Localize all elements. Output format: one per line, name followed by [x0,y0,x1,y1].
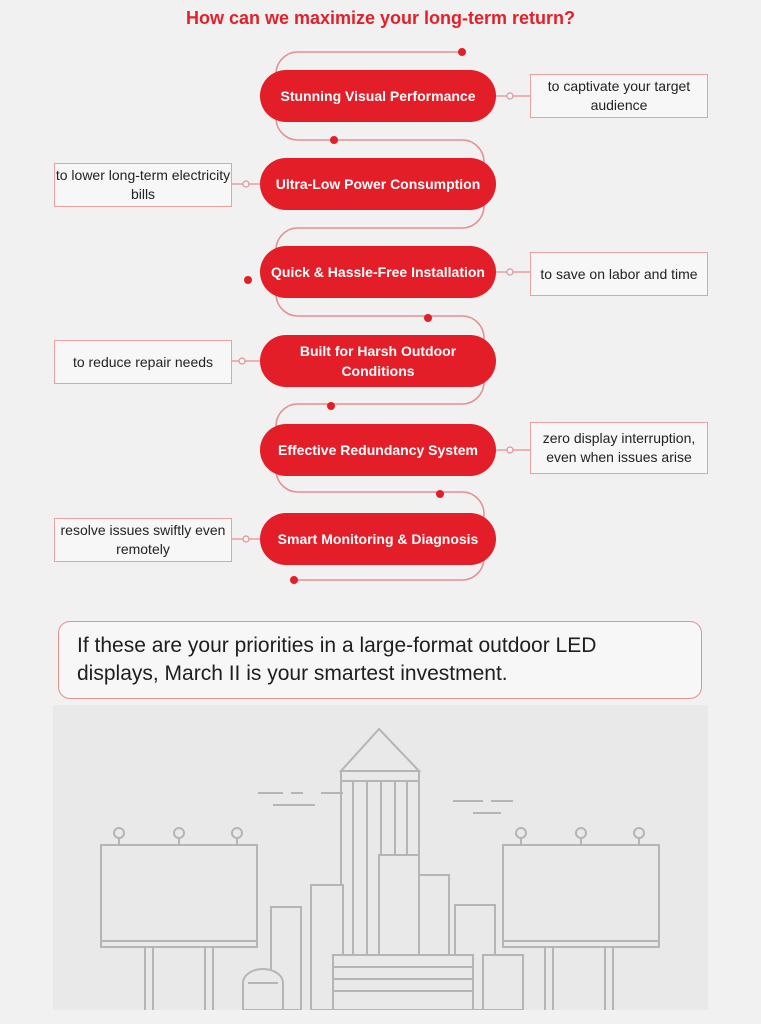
connector-dot [239,358,245,364]
benefit-note: to lower long-term electricity bills [54,163,232,207]
connector-dot [243,181,249,187]
step-pill-redundancy: Effective Redundancy System [260,424,496,476]
benefit-note: resolve issues swiftly even remotely [54,518,232,562]
step-pill-harsh-conditions: Built for Harsh Outdoor Conditions [260,335,496,387]
step-pill-power-consumption: Ultra-Low Power Consumption [260,158,496,210]
billboard-right-icon [503,828,659,1010]
connector-dot [507,93,513,99]
path-dot [330,136,338,144]
path-dot [458,48,466,56]
path-dot [290,576,298,584]
step-pill-visual-performance: Stunning Visual Performance [260,70,496,122]
priority-callout: If these are your priorities in a large-format outdoor LED displays, March II is your smartest investment. [58,621,702,699]
billboard-left-icon [101,828,257,1010]
connector-dot [243,536,249,542]
page-title: How can we maximize your long-term return? [185,8,576,28]
path-dot [244,276,252,284]
connector-dot [507,447,513,453]
step-pill-installation: Quick & Hassle-Free Installation [260,246,496,298]
benefit-note: to captivate your target audience [530,74,708,118]
benefit-note: zero display interruption, even when issues arise [530,422,708,474]
path-dot [327,402,335,410]
step-pill-monitoring: Smart Monitoring & Diagnosis [260,513,496,565]
path-dot [424,314,432,322]
benefit-note: to save on labor and time [530,252,708,296]
wind-lines-icon [258,793,513,813]
connector-dot [507,269,513,275]
city-billboard-illustration [53,705,708,1010]
benefit-note: to reduce repair needs [54,340,232,384]
path-dot [436,490,444,498]
buildings-icon [243,855,523,1010]
